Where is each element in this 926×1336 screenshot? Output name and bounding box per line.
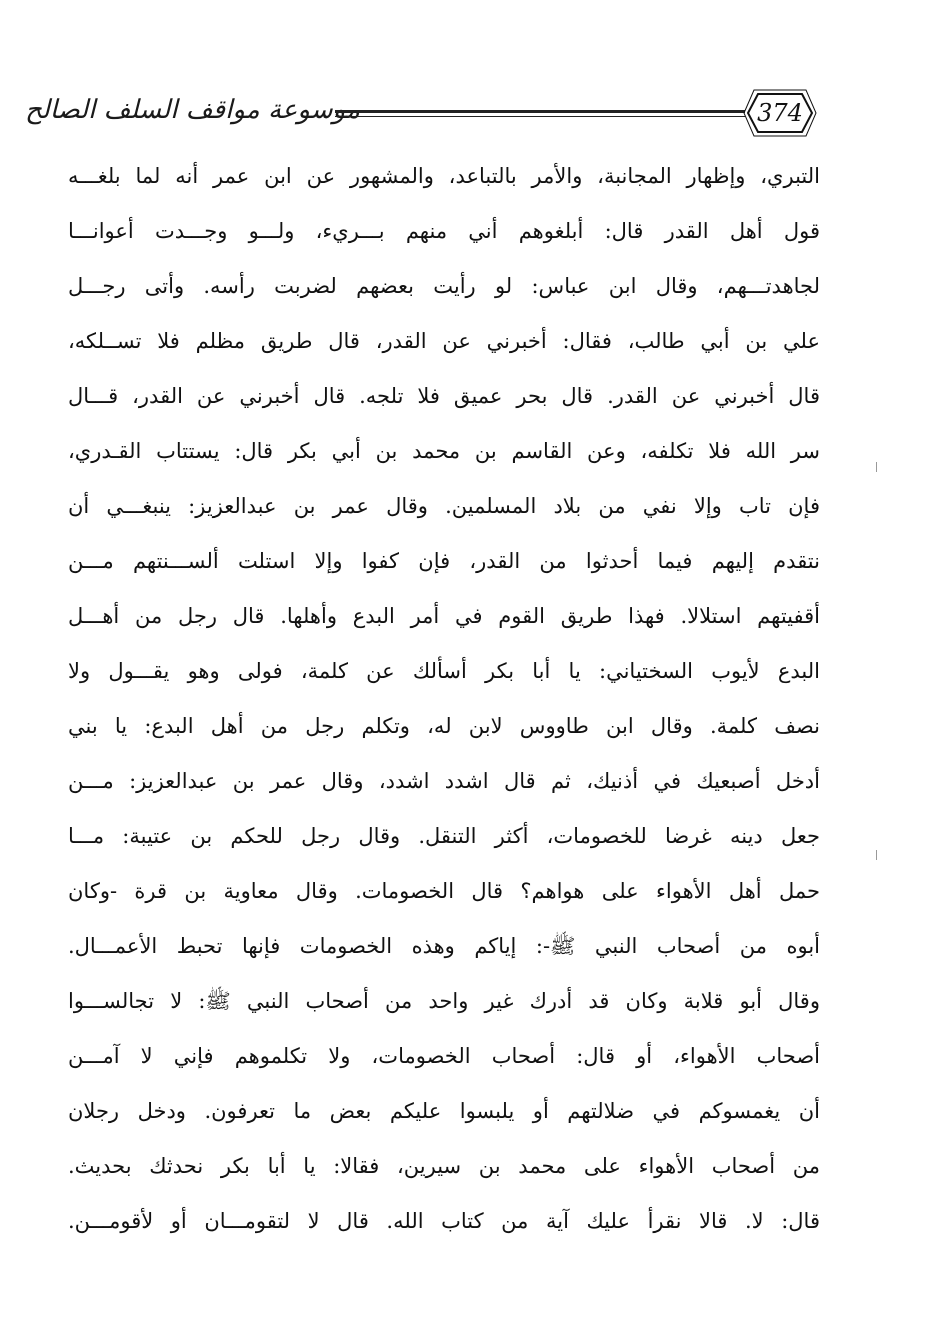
text-line: وقال أبو قلابة وكان قد أدرك غير واحد من أصحاب النبي ﷺ: لا تجالســـوا [68,989,820,1013]
text-line: أن يغمسوكم في ضلالتهم أو يلبسوا عليكم بعض ما تعرفون. ودخل رجلان [68,1099,820,1123]
text-line: لجاهدتـــهم، وقال ابن عباس: لو رأيت بعضهم لضربت رأسه. وأتى رجـــل [68,274,820,298]
text-line: التبري، وإظهار المجانبة، والأمر بالتباعد، والمشهور عن ابن عمر أنه لما بلغـــه [68,164,820,188]
body-text [68,150,820,1270]
text-line: أصحاب الأهواء، أو قال: أصحاب الخصومات، ولا تكلموهم فإني لا آمـــن [68,1044,820,1068]
page-number-badge [742,88,818,138]
text-line: قال أخبرني عن القدر. قال بحر عميق فلا تلجه. قال أخبرني عن القدر، قـــال [68,384,820,408]
scan-speck [876,850,877,860]
text-line: قول أهل القدر قال: أبلغوهم أني منهم بـــريء، ولـــو وجـــدت أعوانـــا [68,219,820,243]
text-line: أقفيتهم استلالا. فهذا طريق القوم في أمر البدع وأهلها. قال رجل من أهـــل [68,604,820,628]
text-line: نصف كلمة. وقال ابن طاووس لابن له، وتكلم رجل من أهل البدع: يا بني [68,714,820,738]
text-line: جعل دينه غرضا للخصومات، أكثر التنقل. وقال رجل للحكم بن عتيبة: مـــا [68,824,820,848]
text-line: سر الله فلا تكلفه، وعن القاسم بن محمد بن أبي بكر قال: يستتاب القـدري، [68,439,820,463]
book-title: موسوعة مواقف السلف الصالح [25,95,360,125]
header-rule-thin [335,116,745,117]
text-line: من أصحاب الأهواء على محمد بن سيرين، فقالا: يا أبا بكر نحدثك بحديث. [68,1154,820,1178]
text-line: البدع لأيوب السختياني: يا أبا بكر أسألك عن كلمة، فولى وهو يقـــول ولا [68,659,820,683]
header-rule-thick [335,110,745,113]
text-line: علي بن أبي طالب، فقال: أخبرني عن القدر، قال طريق مظلم فلا تســلكه، [68,329,820,353]
text-line: حمل أهل الأهواء على هواهم؟ قال الخصومات. وقال معاوية بن قرة -وكان [68,879,820,903]
page-number: 374 [757,99,803,127]
text-line: أبوه من أصحاب النبي ﷺ-: إياكم وهذه الخصومات فإنها تحبط الأعمـــال. [68,934,820,958]
scan-speck [876,462,877,472]
text-line: فإن تاب وإلا نفي من بلاد المسلمين. وقال عمر بن عبدالعزيز: ينبغـــي أن [68,494,820,518]
text-line: نتقدم إليهم فيما أحدثوا من القدر، فإن كفوا وإلا استلت ألســـنتهم مـــن [68,549,820,573]
text-line: قال: لا. قالا نقرأ عليك آية من كتاب الله. قال لا لتقومـــان أو لأقومـــن. [68,1209,820,1233]
text-line: أدخل أصبعيك في أذنيك، ثم قال اشدد اشدد، وقال عمر بن عبدالعزيز: مـــن [68,769,820,793]
page-header [25,80,830,150]
